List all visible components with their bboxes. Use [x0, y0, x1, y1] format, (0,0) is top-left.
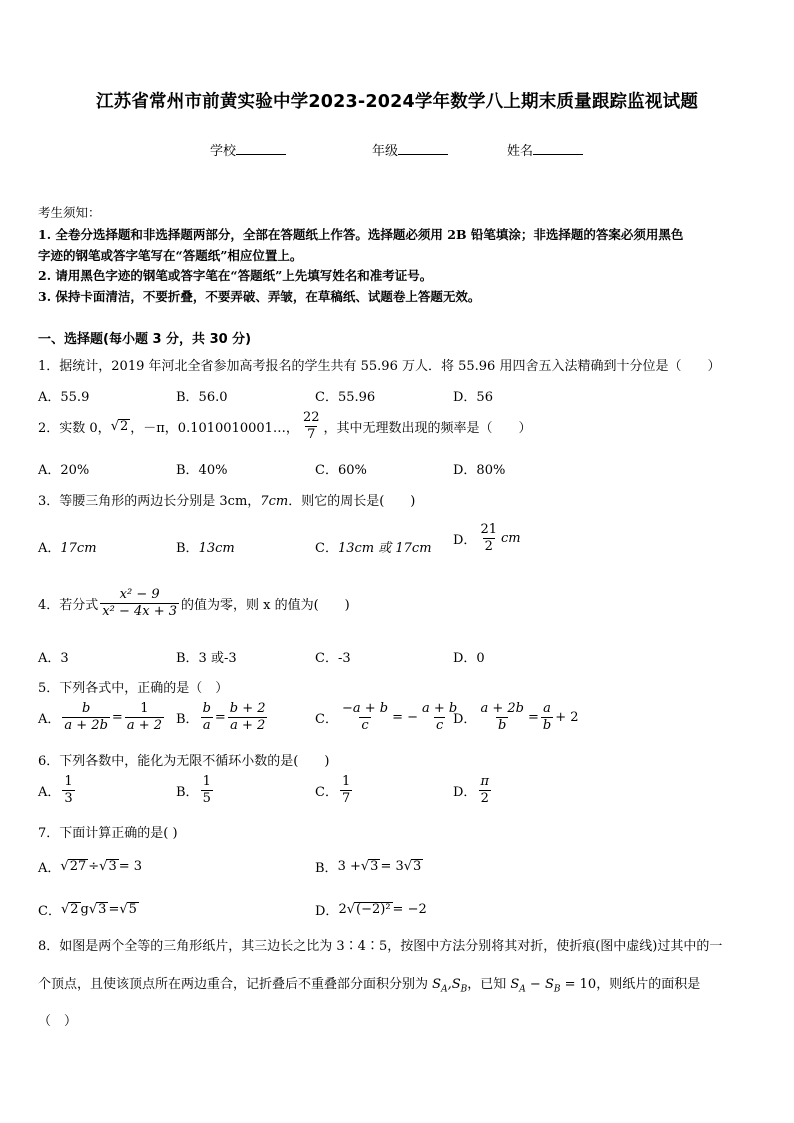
- question-5-stem: 5．下列各式中，正确的是（ ）: [38, 681, 229, 696]
- q7-option-a: [38, 857, 142, 876]
- q3-option-a: [38, 537, 97, 556]
- option-label: D．: [315, 904, 339, 919]
- note-3-text: 保持卡面清洁，不要折叠，不要弄破、弄皱，在草稿纸、试题卷上答题无效。: [55, 289, 481, 304]
- denominator: a + 2: [230, 718, 266, 733]
- option-label: B．: [176, 712, 199, 727]
- q6-option-d: [453, 774, 493, 807]
- q6-option-b: [176, 774, 215, 807]
- q8-text-f: ，则纸片的面积是: [596, 977, 701, 992]
- q4-option-d: D．0: [453, 651, 485, 666]
- numerator: b + 2: [229, 701, 266, 716]
- option-label: B．: [176, 785, 199, 800]
- q1-option-b: B．56.0: [176, 390, 228, 405]
- option-label: C．: [315, 785, 338, 800]
- option-tail: + 2: [555, 710, 579, 725]
- q7-option-d: [315, 900, 427, 919]
- result: = −2: [392, 902, 427, 917]
- notes-heading: 考生须知：: [38, 205, 101, 220]
- question-8-line-2: [38, 973, 700, 995]
- q4-fraction: [100, 587, 179, 620]
- option-label: C．: [315, 541, 338, 556]
- denominator: a: [202, 718, 211, 733]
- term: 3 +: [337, 859, 361, 874]
- q4-option-c: C．-3: [315, 651, 351, 666]
- fraction: [228, 701, 268, 734]
- note-2-number: 2.: [38, 268, 52, 283]
- grade-blank: [398, 142, 448, 155]
- numerator: −a + b: [341, 701, 389, 716]
- note-2: [38, 266, 432, 284]
- option-label: B．: [176, 541, 199, 556]
- option-label: C．: [315, 712, 338, 727]
- denominator: x² − 4x + 3: [102, 604, 178, 619]
- denominator: 2: [480, 791, 489, 806]
- school-label: 学校: [210, 144, 237, 159]
- denominator: c: [435, 718, 444, 733]
- option-value: 13cm: [198, 541, 235, 556]
- fraction: [201, 774, 213, 807]
- q3-stem-b: 7cm: [260, 494, 289, 509]
- numerator: 1: [140, 701, 149, 716]
- name-label: 姓名: [507, 144, 534, 159]
- q3-option-b: [176, 537, 235, 556]
- name-blank: [533, 142, 583, 155]
- denominator: c: [361, 718, 369, 733]
- option-value: 17cm: [60, 541, 97, 556]
- sqrt-symbol: √: [110, 419, 119, 434]
- q2-tail: ，其中无理数出现的频率是（ ）: [323, 421, 532, 436]
- q3-d-fraction: [478, 522, 499, 555]
- fraction: [340, 701, 390, 734]
- q8-text-a: 个顶点，且使该顶点所在两边重合，记折叠后不重叠部分面积分别为: [38, 977, 429, 992]
- option-label: D．: [453, 712, 477, 727]
- q6-option-a: [38, 774, 77, 807]
- q8-value: = 10: [560, 977, 597, 992]
- fraction: [201, 701, 213, 734]
- sqrt-symbol: √: [403, 859, 413, 874]
- q2-mid: ，－π，0.1010010001…，: [130, 421, 299, 436]
- denominator: b: [542, 718, 552, 733]
- q4-option-b: B．3 或-3: [176, 651, 237, 666]
- note-1-text: 全卷分选择题和非选择题两部分，全部在答题纸上作答。选择题必须用 2B 铅笔填涂；非选择题的答案必须用黑色: [55, 227, 684, 242]
- q3-option-c: [315, 537, 432, 556]
- sqrt-symbol: √: [346, 902, 356, 917]
- numerator: 1: [202, 774, 211, 789]
- radicand: 2: [70, 902, 79, 917]
- option-label: A．: [38, 541, 61, 556]
- denominator: 7: [307, 427, 316, 442]
- numerator: π: [480, 774, 489, 789]
- fraction: [62, 701, 110, 734]
- equals: = 3: [380, 859, 404, 874]
- numerator: x² − 9: [119, 587, 160, 602]
- q8-sa-sb: $S_A,S_B$: [432, 977, 468, 995]
- q2-option-b: B．40%: [176, 463, 228, 478]
- option-label: A．: [38, 861, 61, 876]
- fraction: [478, 774, 491, 807]
- s-symbol: S: [510, 977, 520, 992]
- q2-option-d: D．80%: [453, 463, 506, 478]
- q3-option-d: [453, 522, 521, 555]
- q2-radicand: 2: [119, 419, 129, 434]
- fraction: [340, 774, 352, 807]
- note-1: [38, 225, 683, 243]
- q5-option-d: D． $\frac{a + 2b}{b}$ = $\frac{a}{b}$ + 2: [453, 701, 579, 733]
- fraction: [478, 701, 526, 734]
- fraction: [541, 701, 553, 734]
- numerator: 22: [302, 410, 320, 425]
- question-1-stem: 1．据统计，2019 年河北全省参加高考报名的学生共有 55.96 万人．将 55.96 用四舍五入法精确到十分位是（ ）: [38, 359, 721, 374]
- radicand: 3: [413, 859, 422, 874]
- grade-field: [372, 140, 448, 159]
- numerator: 1: [341, 774, 351, 789]
- q5-option-a: A． $\frac{b}{a + 2b}$ = $\frac{1}{a + 2}$: [38, 701, 162, 733]
- numerator: b: [202, 701, 211, 716]
- school-blank: [236, 142, 286, 155]
- fraction: [125, 701, 164, 734]
- unit: cm: [500, 531, 521, 546]
- radicand: (−2)²: [356, 902, 391, 917]
- q3-stem-c: ．则它的周长是( ): [288, 494, 416, 509]
- numerator: b: [81, 701, 91, 716]
- fraction: [62, 774, 74, 807]
- radicand: 3: [108, 859, 117, 874]
- q2-fraction: [301, 410, 322, 443]
- grade-label: 年级: [372, 144, 399, 159]
- note-1-continued: 字迹的钢笔或答字笔写在“答题纸”相应位置上。: [38, 248, 303, 263]
- radicand: 5: [128, 902, 137, 917]
- q1-option-a: A．55.9: [38, 390, 90, 405]
- q1-option-d: D．56: [453, 390, 493, 405]
- q5-option-b: B． $\frac{b}{a}$ = $\frac{b + 2}{a + 2}$: [176, 701, 266, 733]
- option-label: A．: [38, 712, 61, 727]
- option-label: D．: [453, 785, 477, 800]
- denominator: a + 2: [126, 718, 162, 733]
- radicand: 27: [69, 859, 87, 874]
- sqrt-symbol: √: [88, 902, 98, 917]
- numerator: a + 2b: [480, 701, 524, 716]
- q2-option-a: A．20%: [38, 463, 90, 478]
- question-8-line-1: 8．如图是两个全等的三角形纸片，其三边长之比为 3∶4∶5，按图中方法分别将其对折，使折痕(图中虚线)过其中的一: [38, 939, 723, 954]
- q8-text-c: ，已知: [467, 977, 507, 992]
- option-label: C．: [38, 904, 61, 919]
- denominator: 3: [64, 791, 73, 806]
- question-4-stem: [38, 587, 350, 620]
- sqrt-symbol: √: [119, 902, 128, 917]
- q4-option-a: A．3: [38, 651, 69, 666]
- section-heading: 一、选择题(每小题 3 分，共 30 分): [38, 332, 252, 347]
- coefficient: 2: [338, 902, 347, 917]
- option-label: B．: [315, 861, 338, 876]
- q4-tail: 的值为零，则 x 的值为( ): [181, 598, 350, 613]
- numerator: a + b: [422, 701, 458, 716]
- note-3-number: 3.: [38, 289, 52, 304]
- q4-lead: 4．若分式: [38, 598, 99, 613]
- denominator: a + 2b: [64, 718, 108, 733]
- q2-option-c: C．60%: [315, 463, 367, 478]
- question-8-line-3: （ ）: [38, 1014, 78, 1029]
- question-2-stem: [38, 410, 532, 443]
- option-label: D．: [453, 533, 477, 548]
- option-label: A．: [38, 785, 61, 800]
- option-value: 13cm 或 17cm: [337, 541, 432, 556]
- question-7-stem: 7．下面计算正确的是( ): [38, 826, 178, 841]
- q1-option-c: C．55.96: [315, 390, 376, 405]
- q5-option-c: C． $\frac{-a + b}{c}$ = − $\frac{a + b}{c}$: [315, 701, 458, 733]
- q8-difference: $S_A - S_B$: [510, 977, 561, 995]
- sqrt-symbol: √: [360, 859, 370, 874]
- question-6-stem: 6．下列各数中，能化为无限不循环小数的是( ): [38, 754, 330, 769]
- equals: =: [108, 902, 120, 917]
- result: = 3: [118, 859, 143, 874]
- q7-option-b: [315, 857, 423, 876]
- school-field: [210, 140, 286, 159]
- exam-title: 江苏省常州市前黄实验中学2023-2024学年数学八上期末质量跟踪监视试题: [95, 92, 699, 112]
- radicand: 3: [98, 902, 107, 917]
- denominator: b: [498, 718, 507, 733]
- numerator: 21: [480, 522, 497, 537]
- q2-lead: 2．实数 0，: [38, 421, 111, 436]
- denominator: 2: [484, 539, 493, 554]
- sqrt-symbol: √: [99, 859, 108, 874]
- sqrt-symbol: √: [60, 859, 69, 874]
- note-1-number: 1.: [38, 227, 52, 242]
- q3-stem-a: 3．等腰三角形的两边长分别是 3cm，: [38, 494, 261, 509]
- question-3-stem: [38, 490, 415, 509]
- denominator: 5: [202, 791, 211, 806]
- numerator: 1: [64, 774, 73, 789]
- radicand: 3: [370, 859, 379, 874]
- sqrt-symbol: √: [60, 902, 70, 917]
- operator: g: [80, 902, 89, 917]
- note-2-text: 请用黑色字迹的钢笔或答字笔在“答题纸”上先填写姓名和准考证号。: [55, 268, 433, 283]
- numerator: a: [543, 701, 551, 716]
- operator: ÷: [88, 859, 100, 874]
- note-3: [38, 287, 480, 305]
- denominator: 7: [341, 791, 351, 806]
- name-field: [507, 140, 583, 159]
- q6-option-c: [315, 774, 354, 807]
- q7-option-c: [38, 900, 139, 919]
- s-symbol: S: [432, 977, 442, 992]
